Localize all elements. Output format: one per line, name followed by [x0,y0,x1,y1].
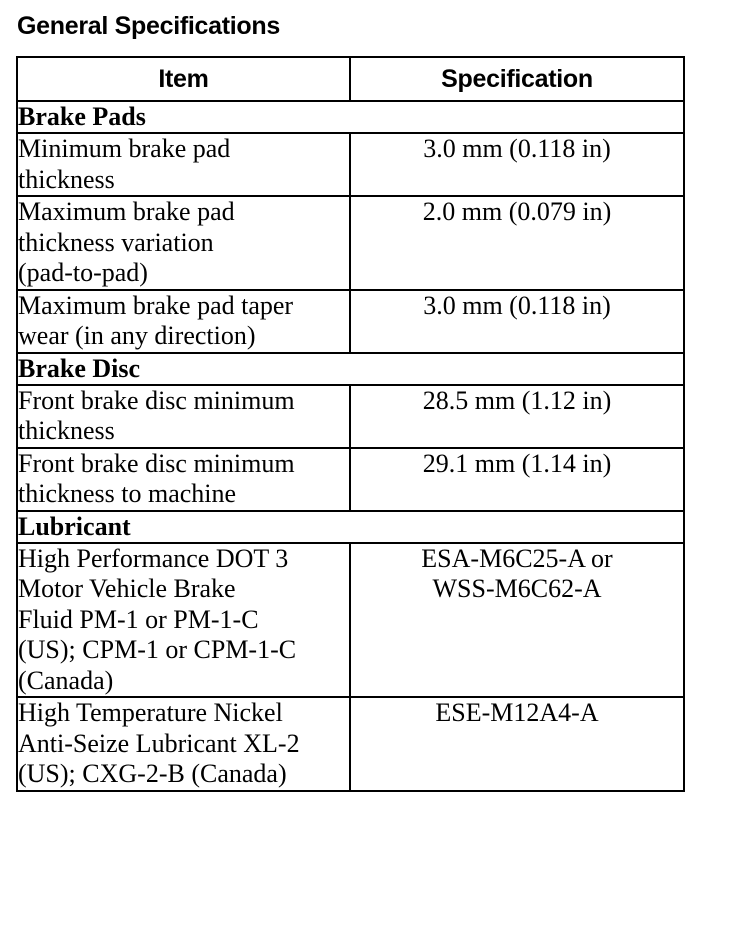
specification-cell [350,196,684,290]
specification-cell [350,448,684,511]
table-row [17,543,684,698]
table-row [17,196,684,290]
item-cell [17,196,350,290]
specification-cell [350,385,684,448]
specification-text-line: 3.0 mm (0.118 in) [423,134,611,163]
item-text-line: Anti-Seize Lubricant XL-2 [18,728,300,758]
item-cell [17,385,350,448]
specification-text-line: 3.0 mm (0.118 in) [423,290,611,320]
specification-text-line: 29.1 mm (1.14 in) [422,448,612,478]
item-text-line: (US); CPM-1 or CPM-1-C [18,635,297,664]
item-text-line: Motor Vehicle Brake [18,574,236,603]
specification-text-line: 28.5 mm (1.12 in) [422,385,612,415]
item-text-line: High Temperature Nickel [18,698,283,727]
column-header-item: Item [17,57,350,101]
table-row [17,385,684,448]
item-text-line: (Canada) [18,665,114,695]
item-cell [17,448,350,511]
table-header-row [17,57,684,101]
specifications-table [16,56,685,792]
item-cell [17,133,350,196]
item-text-line: (pad-to-pad) [18,258,148,287]
specification-text-line: ESE-M12A4-A [435,698,599,727]
table-row [17,133,684,196]
item-text-line: Front brake disc minimum [18,385,295,415]
specification-cell [350,290,684,353]
table-row [17,448,684,511]
specification-cell [350,697,684,791]
table-body [17,101,684,791]
item-cell [17,697,350,791]
table-row [17,697,684,791]
item-text-line: thickness [18,164,115,194]
item-text-line: thickness to machine [18,479,237,508]
section-row [17,101,684,133]
page-title: General Specifications [17,12,280,40]
item-cell [17,290,350,353]
section-heading: Lubricant [17,511,684,543]
specification-cell [350,543,684,698]
column-header-specification: Specification [350,57,684,101]
item-cell [17,543,350,698]
item-text-line: Maximum brake pad [18,197,235,226]
item-text-line: (US); CXG-2-B (Canada) [18,759,287,788]
item-text-line: wear (in any direction) [18,321,256,350]
specification-text-line: 2.0 mm (0.079 in) [422,197,612,226]
item-text-line: Maximum brake pad taper [18,290,294,320]
specification-cell [350,133,684,196]
item-text-line: thickness variation [18,227,214,257]
specification-text-line: WSS-M6C62-A [432,574,602,603]
section-heading: Brake Disc [17,353,684,385]
item-text-line: Minimum brake pad [18,134,231,163]
item-text-line: High Performance DOT 3 [18,543,289,573]
section-row [17,511,684,543]
item-text-line: thickness [18,416,115,445]
item-text-line: Front brake disc minimum [18,448,295,478]
item-text-line: Fluid PM-1 or PM-1-C [18,604,259,634]
section-heading: Brake Pads [17,101,684,133]
table-row [17,290,684,353]
section-row [17,353,684,385]
specification-text-line: ESA-M6C25-A or [421,543,613,573]
